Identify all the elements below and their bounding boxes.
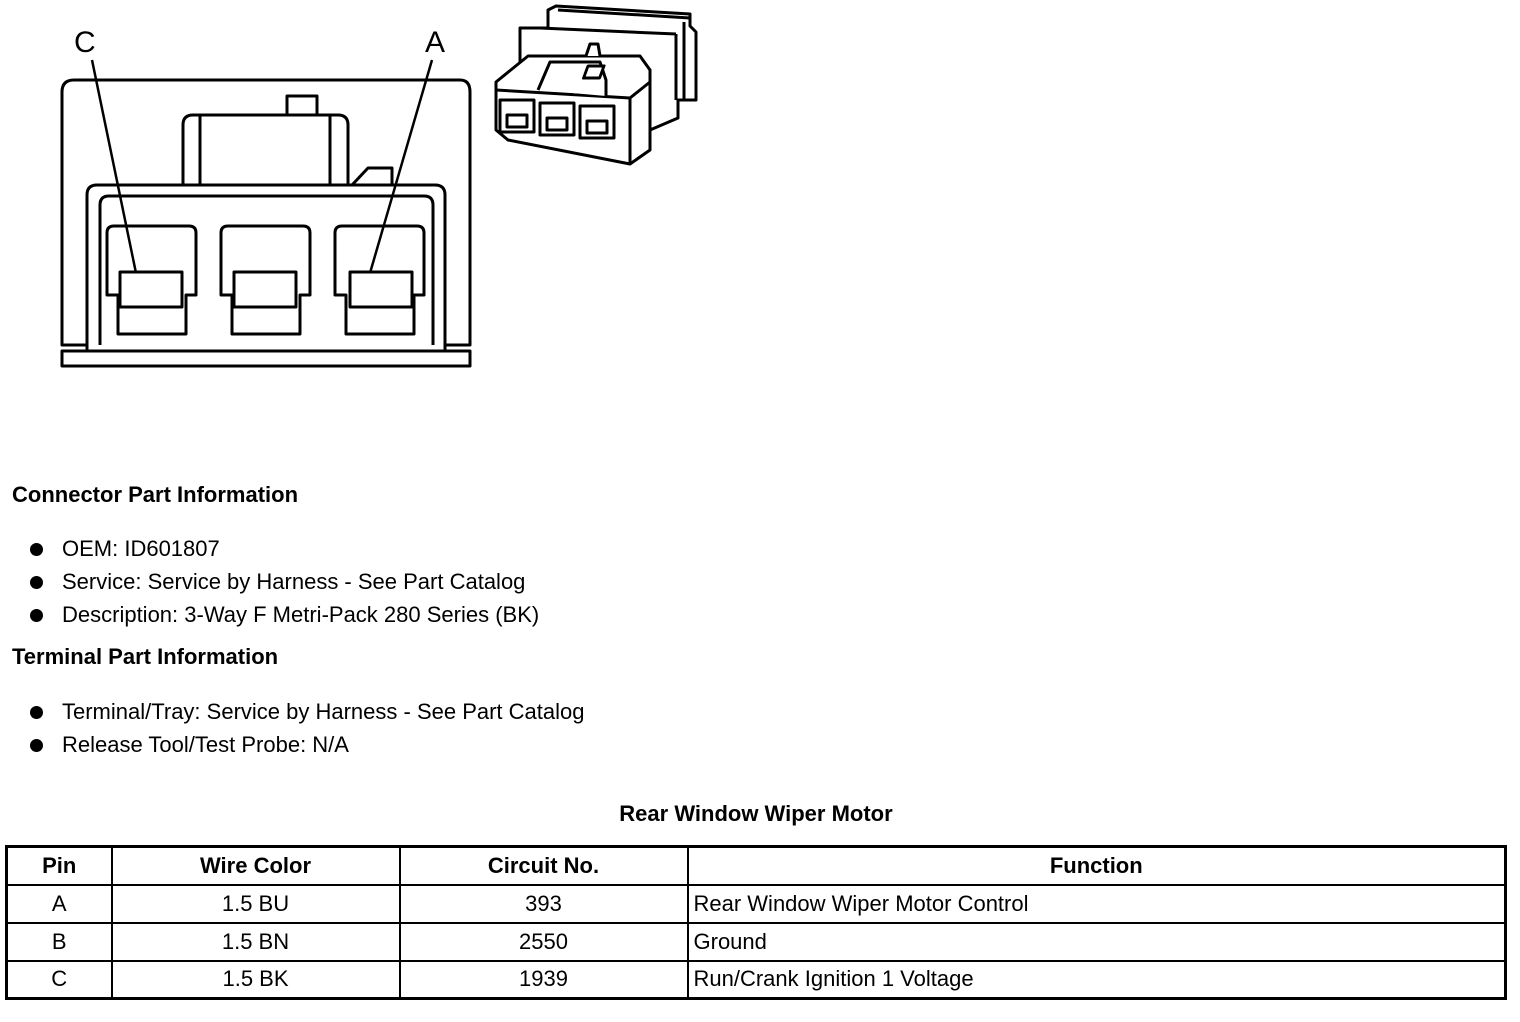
connector-isometric-view xyxy=(496,6,696,164)
connector-part-info-list xyxy=(30,536,539,635)
header-wire-color: Wire Color xyxy=(112,847,400,885)
cell-circuit-no: 1939 xyxy=(400,961,688,999)
header-pin: Pin xyxy=(7,847,112,885)
list-item xyxy=(30,536,539,569)
list-item xyxy=(30,732,585,765)
cell-function: Rear Window Wiper Motor Control xyxy=(688,885,1506,923)
pinout-table xyxy=(5,845,1507,1000)
table-row xyxy=(7,923,1506,961)
connector-part-info-heading: Connector Part Information xyxy=(12,482,299,507)
terminal-part-info-heading: Terminal Part Information xyxy=(12,644,279,669)
header-circuit-no: Circuit No. xyxy=(400,847,688,885)
description-text: Description: 3-Way F Metri-Pack 280 Series (BK) xyxy=(62,602,540,627)
terminal-tray-text: Terminal/Tray: Service by Harness - See Part Catalog xyxy=(62,699,585,724)
pin-label-c: C xyxy=(74,26,96,59)
cell-wire-color: 1.5 BK xyxy=(112,961,400,999)
cell-pin: C xyxy=(7,961,112,999)
connector-face-view xyxy=(62,80,470,366)
bullet-icon xyxy=(30,576,43,589)
bullet-icon xyxy=(30,543,43,556)
cell-pin: A xyxy=(7,885,112,923)
cell-wire-color: 1.5 BU xyxy=(112,885,400,923)
table-header-row xyxy=(7,847,1506,885)
bullet-icon xyxy=(30,739,43,752)
cell-circuit-no: 2550 xyxy=(400,923,688,961)
cell-circuit-no: 393 xyxy=(400,885,688,923)
header-function: Function xyxy=(688,847,1506,885)
table-row xyxy=(7,885,1506,923)
pin-label-a: A xyxy=(425,26,446,59)
table-row xyxy=(7,961,1506,999)
terminal-part-info-list xyxy=(30,699,585,765)
list-item xyxy=(30,699,585,732)
cell-pin: B xyxy=(7,923,112,961)
cell-function: Run/Crank Ignition 1 Voltage xyxy=(688,961,1506,999)
bullet-icon xyxy=(30,609,43,622)
service-text: Service: Service by Harness - See Part Catalog xyxy=(62,569,526,594)
cell-wire-color: 1.5 BN xyxy=(112,923,400,961)
release-tool-text: Release Tool/Test Probe: N/A xyxy=(62,732,349,757)
cell-function: Ground xyxy=(688,923,1506,961)
list-item xyxy=(30,602,539,635)
connector-diagram xyxy=(0,0,740,380)
bullet-icon xyxy=(30,706,43,719)
oem-text: OEM: ID601807 xyxy=(62,536,220,561)
list-item xyxy=(30,569,539,602)
table-title: Rear Window Wiper Motor xyxy=(619,801,893,826)
